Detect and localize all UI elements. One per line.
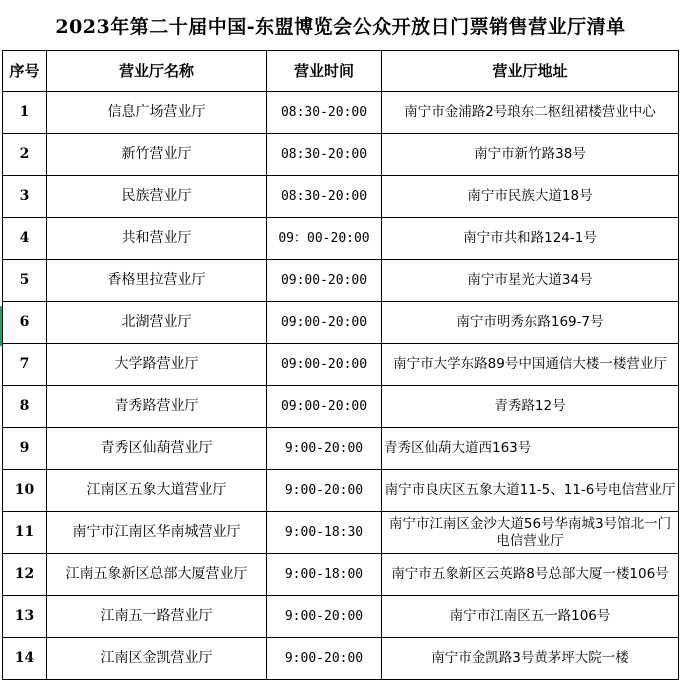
cell-seq[interactable]: 14 [3, 638, 47, 680]
cell-time[interactable]: 9:00-20:00 [267, 428, 382, 470]
table-row [3, 344, 679, 386]
cell-name[interactable]: 南宁市江南区华南城营业厅 [47, 512, 267, 554]
cell-seq[interactable]: 10 [3, 470, 47, 512]
cell-seq[interactable]: 6 [3, 302, 47, 344]
cell-seq[interactable]: 4 [3, 218, 47, 260]
cell-address[interactable]: 南宁市民族大道18号 [382, 176, 679, 218]
cell-seq[interactable]: 8 [3, 386, 47, 428]
cell-address[interactable]: 南宁市江南区金沙大道56号华南城3号馆北一门电信营业厅 [382, 512, 679, 554]
header-name[interactable]: 营业厅名称 [47, 51, 267, 92]
cell-address[interactable]: 南宁市良庆区五象大道11-5、11-6号电信营业厅 [382, 470, 679, 512]
header-row [3, 51, 679, 92]
cell-time[interactable]: 09:00-20:00 [267, 302, 382, 344]
cell-time[interactable]: 09:00-20:00 [267, 260, 382, 302]
cell-address[interactable]: 南宁市大学东路89号中国通信大楼一楼营业厅 [382, 344, 679, 386]
table-row [3, 134, 679, 176]
cell-address[interactable]: 青秀区仙葫大道西163号 [382, 428, 679, 470]
cell-time[interactable]: 9:00-20:00 [267, 470, 382, 512]
table-row [3, 386, 679, 428]
cell-name[interactable]: 信息广场营业厅 [47, 92, 267, 134]
outlet-table [2, 50, 679, 680]
cell-seq[interactable]: 1 [3, 92, 47, 134]
cell-address[interactable]: 南宁市金凯路3号黄茅坪大院一楼 [382, 638, 679, 680]
cell-address[interactable]: 南宁市共和路124-1号 [382, 218, 679, 260]
cell-time[interactable]: 08:30-20:00 [267, 134, 382, 176]
cell-seq[interactable]: 5 [3, 260, 47, 302]
cell-time[interactable]: 9:00-18:30 [267, 512, 382, 554]
cell-name[interactable]: 青秀路营业厅 [47, 386, 267, 428]
cell-address[interactable]: 南宁市江南区五一路106号 [382, 596, 679, 638]
table-row [3, 554, 679, 596]
cell-name[interactable]: 江南五一路营业厅 [47, 596, 267, 638]
cell-time[interactable]: 09:00-20:00 [267, 344, 382, 386]
cell-time[interactable]: 9:00-18:00 [267, 554, 382, 596]
cell-address[interactable]: 青秀路12号 [382, 386, 679, 428]
cell-seq[interactable]: 11 [3, 512, 47, 554]
cell-name[interactable]: 香格里拉营业厅 [47, 260, 267, 302]
cell-time[interactable]: 9:00-20:00 [267, 638, 382, 680]
cell-seq[interactable]: 3 [3, 176, 47, 218]
table-row [3, 218, 679, 260]
cell-name[interactable]: 青秀区仙葫营业厅 [47, 428, 267, 470]
cell-address[interactable]: 南宁市五象新区云英路8号总部大厦一楼106号 [382, 554, 679, 596]
cell-name[interactable]: 江南区金凯营业厅 [47, 638, 267, 680]
table-row [3, 302, 679, 344]
header-seq[interactable]: 序号 [3, 51, 47, 92]
table-row [3, 638, 679, 680]
cell-name[interactable]: 大学路营业厅 [47, 344, 267, 386]
cell-time[interactable]: 09:00-20:00 [267, 386, 382, 428]
sheet-title: 2023年第二十届中国-东盟博览会公众开放日门票销售营业厅清单 [55, 15, 626, 38]
cell-name[interactable]: 江南区五象大道营业厅 [47, 470, 267, 512]
cell-seq[interactable]: 12 [3, 554, 47, 596]
table-row [3, 596, 679, 638]
cell-seq[interactable]: 7 [3, 344, 47, 386]
cell-seq[interactable]: 2 [3, 134, 47, 176]
table-row [3, 92, 679, 134]
table-row [3, 176, 679, 218]
table-row [3, 512, 679, 554]
cell-time[interactable]: 08:30-20:00 [267, 92, 382, 134]
cell-name[interactable]: 民族营业厅 [47, 176, 267, 218]
cell-name[interactable]: 共和营业厅 [47, 218, 267, 260]
cell-name[interactable]: 新竹营业厅 [47, 134, 267, 176]
cell-name[interactable]: 江南五象新区总部大厦营业厅 [47, 554, 267, 596]
cell-address[interactable]: 南宁市星光大道34号 [382, 260, 679, 302]
cell-time[interactable]: 9:00-20:00 [267, 596, 382, 638]
header-address[interactable]: 营业厅地址 [382, 51, 679, 92]
cell-seq[interactable]: 9 [3, 428, 47, 470]
table-row [3, 260, 679, 302]
header-time[interactable]: 营业时间 [267, 51, 382, 92]
table-row [3, 428, 679, 470]
cell-seq[interactable]: 13 [3, 596, 47, 638]
table-row [3, 470, 679, 512]
cell-name[interactable]: 北湖营业厅 [47, 302, 267, 344]
cell-time[interactable]: 09：00-20:00 [267, 218, 382, 260]
cell-address[interactable]: 南宁市明秀东路169-7号 [382, 302, 679, 344]
cell-address[interactable]: 南宁市新竹路38号 [382, 134, 679, 176]
cell-address[interactable]: 南宁市金浦路2号琅东二枢纽裙楼营业中心 [382, 92, 679, 134]
cell-time[interactable]: 08:30-20:00 [267, 176, 382, 218]
